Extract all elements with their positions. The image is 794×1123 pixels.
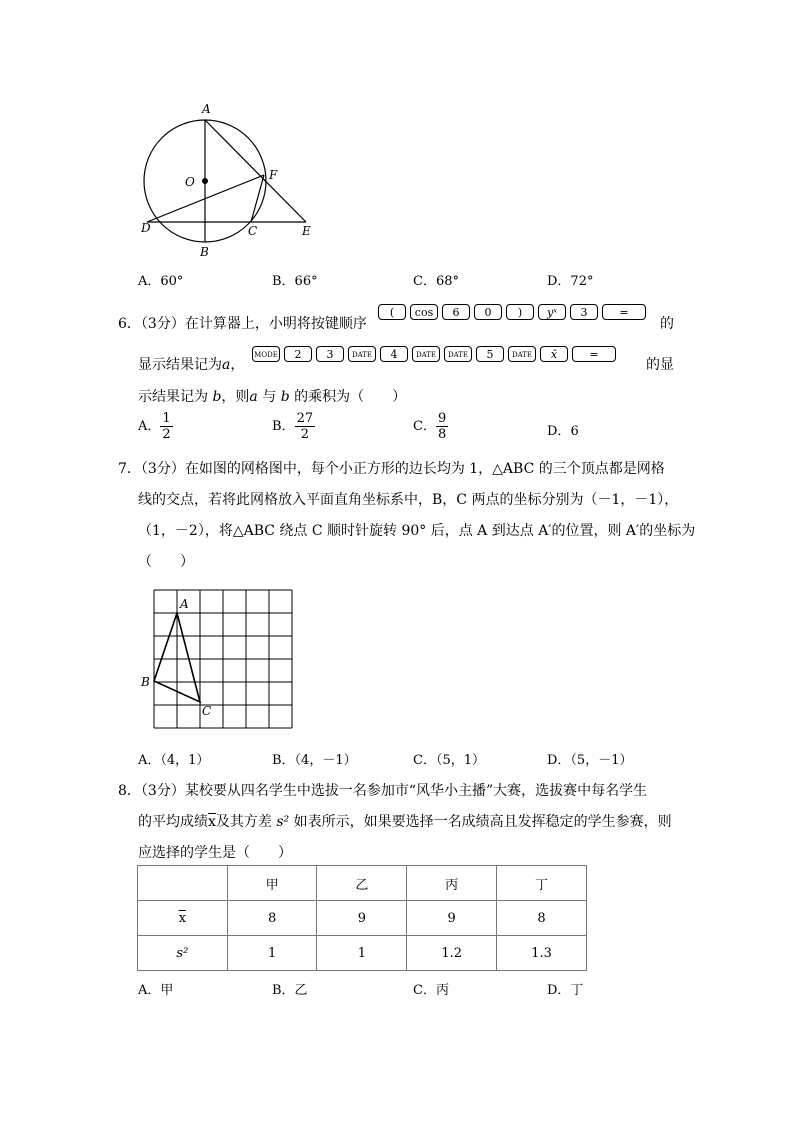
label-a: A — [202, 102, 211, 116]
label-d: D — [141, 221, 151, 235]
table-header-cell: 甲 — [227, 866, 317, 901]
q6-option-a: A． $\frac{1}{2}$ — [138, 411, 171, 442]
q6-line2-end: 的显 — [646, 357, 674, 373]
table-cell: 1 — [317, 936, 407, 971]
q5-option-c: C．68° — [413, 274, 459, 289]
q8-line2: 的平均成绩$\overline{x}$及其方差 s² 如表所示，如果要选择一名成绩高且发挥稳定的学生参赛，则 — [138, 814, 672, 830]
q8-line3: 应选择的学生是（ ） — [138, 845, 292, 861]
q7-line1: 7．（3分）在如图的网格图中，每个小正方形的边长均为 1，△ABC 的三个顶点都是网格 — [118, 461, 665, 477]
q6-num: 6． — [118, 316, 141, 332]
key-power: yˣ — [538, 304, 566, 320]
table-cell: 9 — [407, 901, 497, 936]
table-row — [138, 901, 587, 936]
key-3: 3 — [316, 346, 344, 362]
table-cell: 9 — [317, 901, 407, 936]
key-5: 5 — [476, 346, 504, 362]
table-header-cell: 乙 — [317, 866, 407, 901]
table-header-cell — [138, 866, 228, 901]
label-c: C — [248, 224, 258, 238]
q8-option-d: D．丁 — [547, 983, 584, 998]
table-header-row — [138, 866, 587, 901]
q6-line3: 示结果记为 b，则a 与 b 的乘积为（ ） — [138, 389, 407, 405]
table-header-cell: 丁 — [497, 866, 587, 901]
xbar-symbol: $\overline{x}$ — [208, 814, 216, 830]
label-c: C — [202, 704, 212, 718]
q5-option-d: D．72° — [547, 274, 594, 289]
q7-line3: （1，－2），将△ABC 绕点 C 顺时针旋转 90° 后，点 A 到达点 A′的位置，则 A′的坐标为 — [138, 523, 696, 539]
q7-option-a: A．（4，1） — [138, 753, 210, 768]
q7-option-c: C．（5，1） — [413, 753, 485, 768]
key-6: 6 — [442, 304, 470, 320]
center-dot — [202, 178, 208, 184]
q8-table — [137, 865, 587, 971]
q6-option-d: D．6 — [547, 424, 579, 439]
row-label-s2: s² — [138, 936, 228, 971]
row-label-xbar: $\overline{x}$ — [138, 901, 228, 936]
key-xbar: x̄ — [540, 346, 568, 362]
q7-grid-figure — [140, 585, 300, 735]
key-2: 2 — [284, 346, 312, 362]
q6-keys-row2 — [252, 346, 620, 362]
key-close-paren: ) — [506, 304, 534, 320]
q5-option-b: B．66° — [272, 274, 318, 289]
q6-line1-end: 的 — [660, 316, 674, 332]
table-row — [138, 936, 587, 971]
key-3: 3 — [570, 304, 598, 320]
q5-circle-figure — [130, 95, 330, 265]
table-cell: 1.3 — [497, 936, 587, 971]
key-mode: MODE — [252, 346, 280, 362]
q6-option-c: C． $\frac{9}{8}$ — [413, 411, 447, 442]
var-a: a — [222, 357, 231, 373]
q6-option-b: B． $\frac{27}{2}$ — [272, 411, 314, 442]
q6-line1 — [118, 313, 367, 333]
label-o: O — [185, 175, 195, 189]
table-cell: 1 — [227, 936, 317, 971]
q7-option-b: B．（4，－1） — [272, 753, 357, 768]
label-b: B — [141, 675, 150, 689]
label-a: A — [180, 597, 189, 611]
q8-option-b: B．乙 — [272, 983, 308, 998]
key-open-paren: ( — [378, 304, 406, 320]
key-date: DATE — [348, 346, 376, 362]
key-date: DATE — [508, 346, 536, 362]
key-equals: = — [572, 346, 616, 362]
label-e: E — [302, 224, 311, 238]
table-cell: 8 — [227, 901, 317, 936]
key-cos: cos — [410, 304, 438, 320]
table-header-cell: 丙 — [407, 866, 497, 901]
q6-line2: 显示结果记为a， — [138, 357, 245, 373]
q7-line4: （ ） — [138, 554, 194, 570]
table-cell: 8 — [497, 901, 587, 936]
q6-score: （3分） — [140, 316, 185, 332]
q8-option-c: C．丙 — [413, 983, 449, 998]
q7-option-d: D．（5，－1） — [547, 753, 633, 768]
label-f: F — [269, 168, 278, 182]
key-equals: = — [602, 304, 646, 320]
table-cell: 1.2 — [407, 936, 497, 971]
key-date: DATE — [412, 346, 440, 362]
q7-line2: 线的交点，若将此网格放入平面直角坐标系中，B，C 两点的坐标分别为（－1，－1）， — [138, 492, 679, 508]
q6-line1-text: 在计算器上，小明将按键顺序 — [184, 316, 367, 332]
line-fc — [251, 175, 264, 222]
s2-symbol: s² — [276, 814, 290, 830]
q8-option-a: A．甲 — [138, 983, 174, 998]
q5-option-a: A．60° — [138, 274, 184, 289]
key-date: DATE — [444, 346, 472, 362]
key-4: 4 — [380, 346, 408, 362]
label-b: B — [200, 245, 209, 259]
q8-line1: 8．（3分）某校要从四名学生中选拔一名参加市“风华小主播”大赛，选拔赛中每名学生 — [118, 783, 648, 799]
key-0: 0 — [474, 304, 502, 320]
q6-keys-row1 — [378, 304, 650, 320]
